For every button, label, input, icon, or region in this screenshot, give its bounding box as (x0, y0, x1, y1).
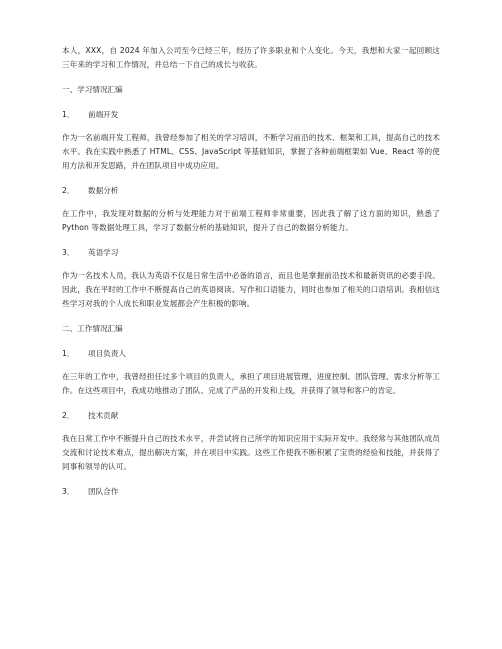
item-number: 1． (62, 110, 75, 119)
item-title: 数据分析 (88, 186, 119, 195)
item-title: 技术贡献 (88, 411, 119, 420)
section-heading-work: 二、工作情况汇编 (62, 324, 123, 333)
item-number: 3． (62, 248, 75, 257)
paragraph-data-analysis: 在工作中，我发现对数据的分析与处理能力对于前端工程师非常重要，因此我了解了这方面的知识，熟悉了 Python 等数据处理工具，学习了数据分析的基础知识，提升了自己的数据分析能力。 (62, 209, 440, 232)
intro-paragraph: 本人，XXX，自 2024 年加入公司至今已经三年，经历了许多职业和个人变化。今天，我想和大家一起回顾这三年来的学习和工作情况，并总结一下自己的成长与收获。 (62, 46, 440, 69)
subheading-frontend (62, 108, 440, 122)
section-heading-study: 一、学习情况汇编 (62, 85, 123, 94)
item-title: 项目负责人 (88, 349, 126, 358)
paragraph-tech-contribution: 我在日常工作中不断提升自己的技术水平，并尝试将自己所学的知识应用于实际开发中。我经常与其他团队成员交流和讨论技术难点，提出解决方案，并在项目中实践。这些工作使我不断积累了宝贵的经验和技能，并获得了同事和领导的认可。 (62, 434, 440, 471)
subheading-english (62, 246, 440, 260)
paragraph-project-lead: 在三年的工作中，我曾经担任过多个项目的负责人，承担了项目进展管理、进度控制、团队管理、需求分析等工作。在这些项目中，我成功地推动了团队、完成了产品的开发和上线，并获得了领导和客户的肯定。 (62, 372, 440, 395)
item-number: 2． (62, 411, 75, 420)
item-number: 3． (62, 487, 75, 496)
subheading-data-analysis (62, 184, 440, 198)
paragraph-frontend: 作为一名前端开发工程师，我曾经参加了相关的学习培训，不断学习前沿的技术、框架和工具，提高自己的技术水平。我在实践中熟悉了 HTML、CSS、JavaScript 等基础知识，掌握了各种前端框架如 Vue、React 等的使用方法和开发思路，并在团队项目中成功应用。 (62, 133, 440, 170)
paragraph-english: 作为一名技术人员，我认为英语不仅是日常生活中必备的语言，而且也是掌握前沿技术和最新资讯的必要手段。因此，我在平时的工作中不断提高自己的英语阅读、写作和口语能力，同时也参加了相关的口语培训。我相信这些学习对我的个人成长和职业发展都会产生积极的影响。 (62, 271, 440, 308)
item-title: 团队合作 (88, 487, 119, 496)
item-number: 1． (62, 349, 75, 358)
item-title: 前端开发 (88, 110, 119, 119)
item-title: 英语学习 (88, 248, 119, 257)
item-number: 2． (62, 186, 75, 195)
subheading-teamwork (62, 485, 440, 499)
subheading-tech-contribution (62, 409, 440, 423)
subheading-project-lead (62, 347, 440, 361)
